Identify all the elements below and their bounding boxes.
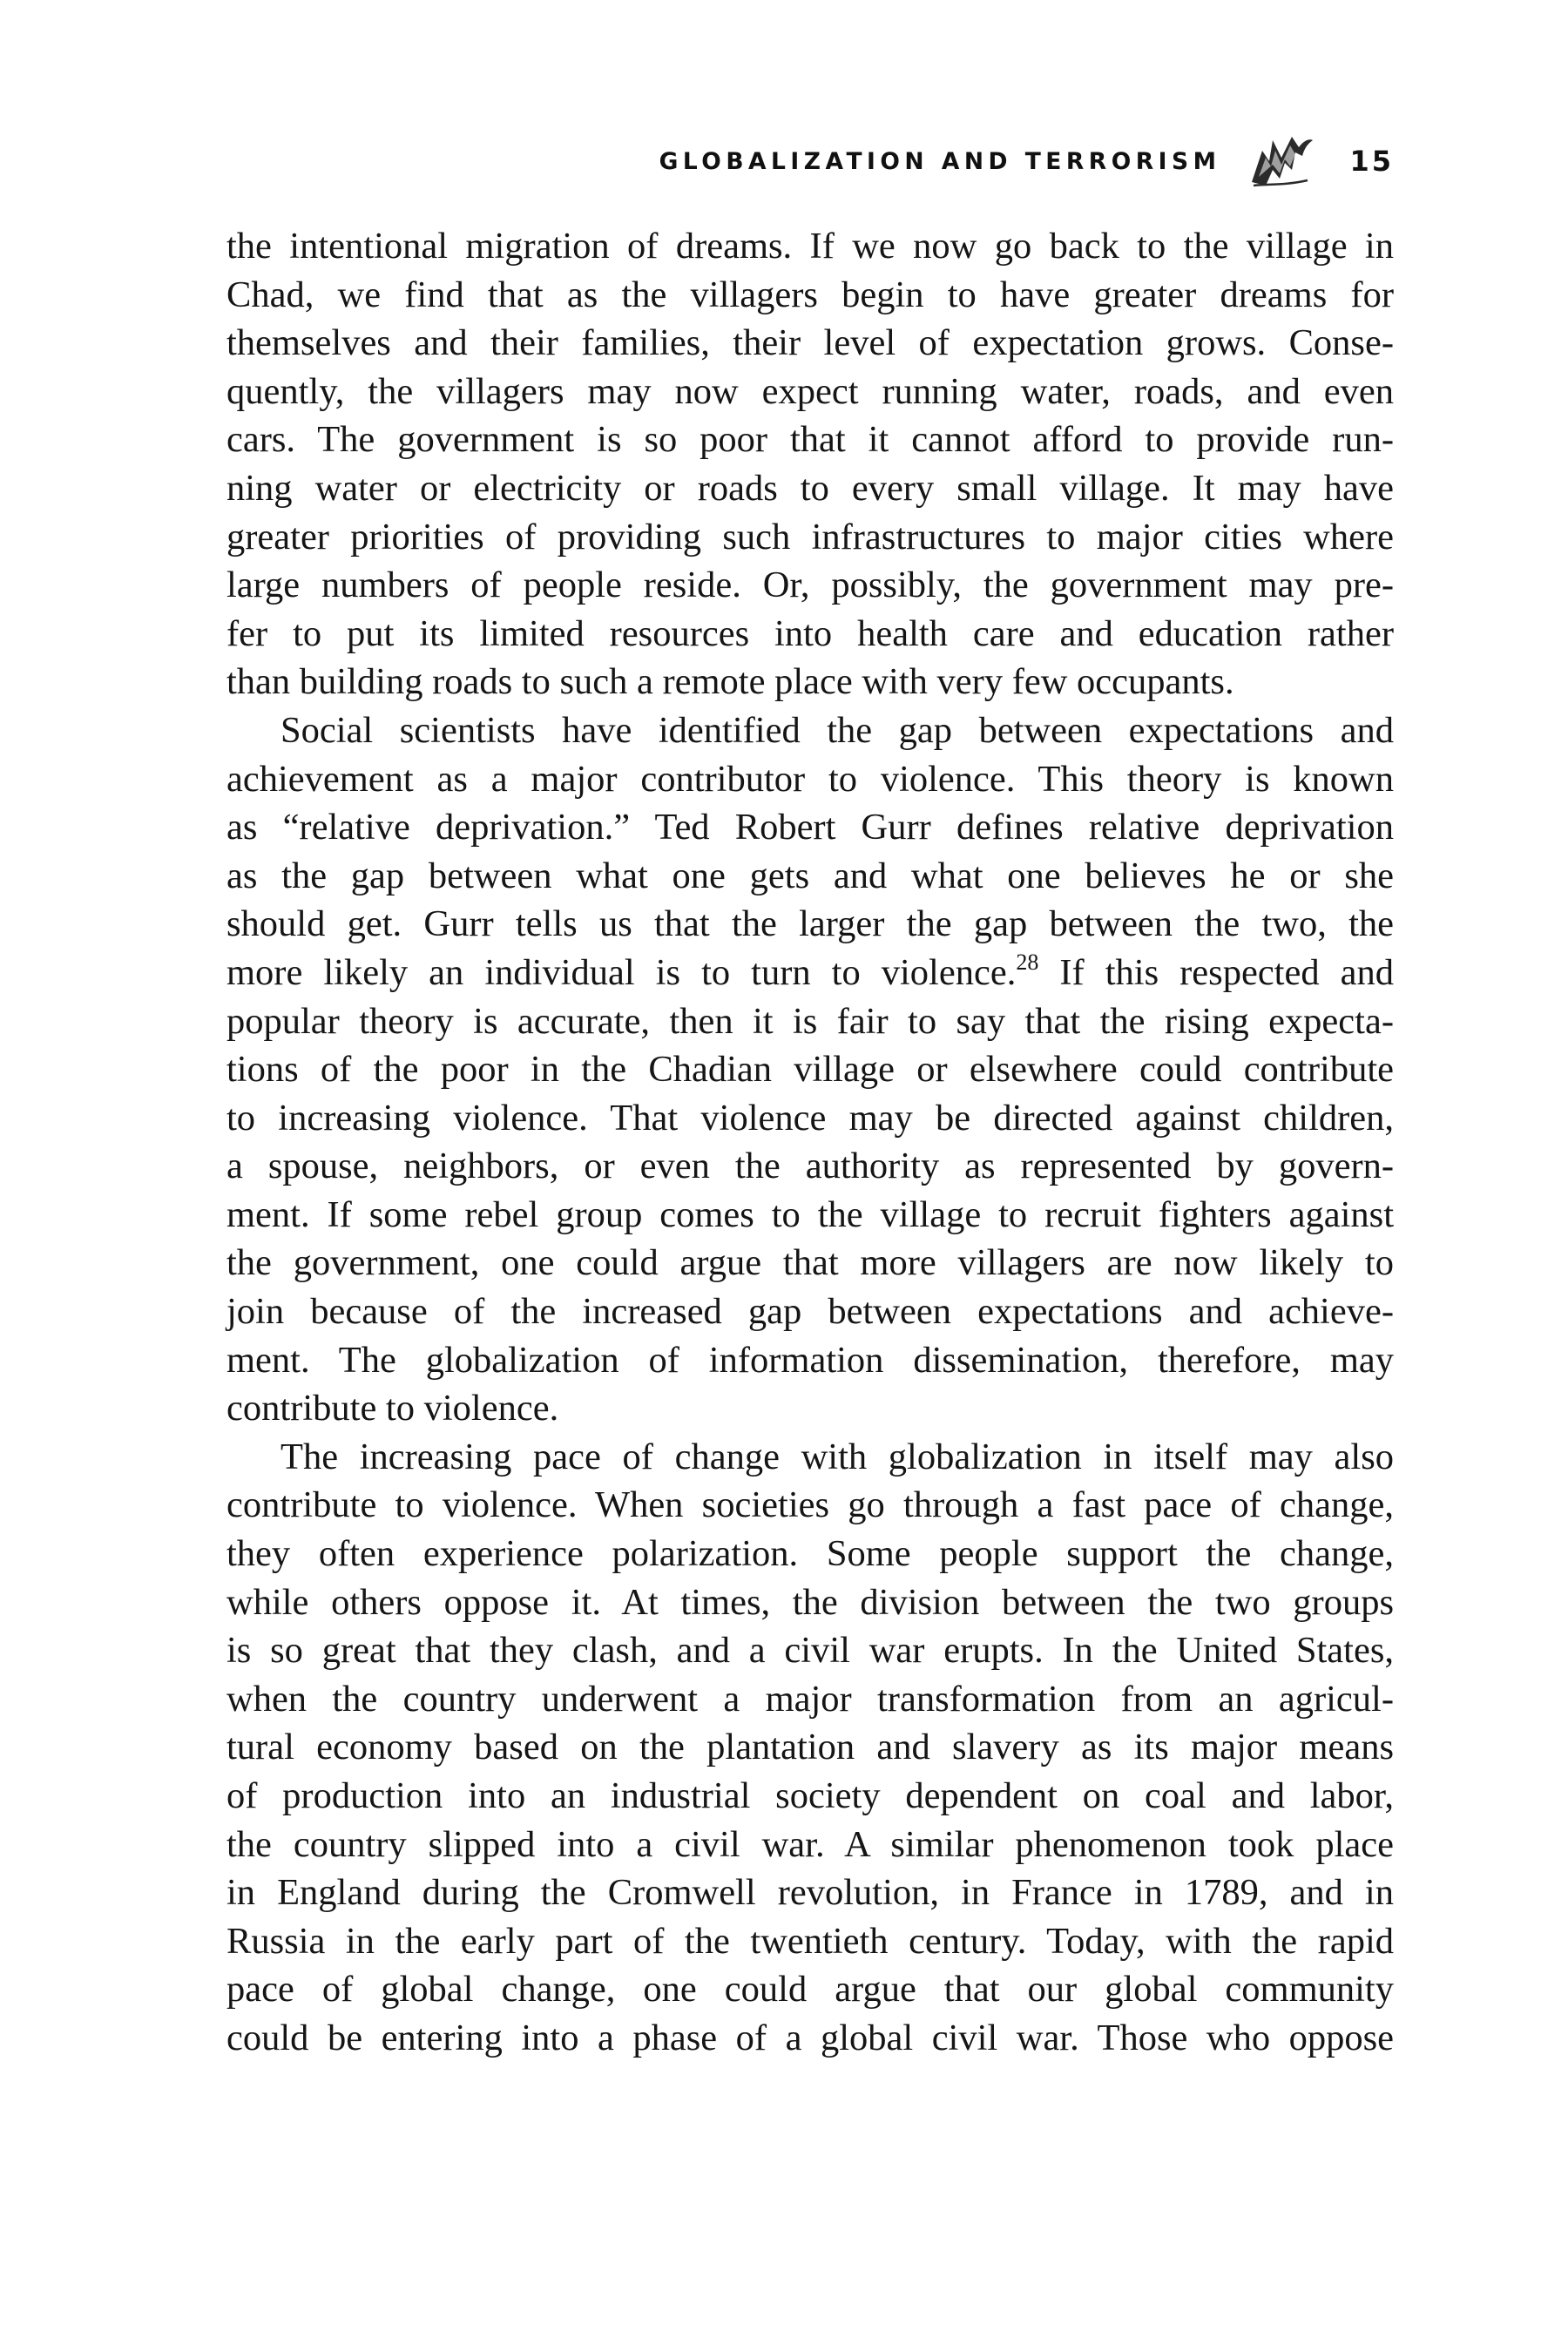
text-line: join because of the increased gap between expectations and achieve- [226,1291,1394,1333]
paragraph-1 [226,222,1394,706]
paragraph-2 [226,706,1394,1433]
text-line: could be entering into a phase of a global civil war. Those who oppose [226,2017,1394,2058]
text-line: fer to put its limited resources into health care and education rather [226,612,1394,654]
text-line: Russia in the early part of the twentieth century. Today, with the rapid [226,1920,1394,1962]
text-line: is so great that they clash, and a civil war erupts. In the United States, [226,1630,1394,1672]
text-line: large numbers of people reside. Or, possibly, the government may pre- [226,564,1394,606]
text-line: to increasing violence. That violence may be directed against children, [226,1097,1394,1139]
text-line: in England during the Cromwell revolution, in France in 1789, and in [226,1872,1394,1914]
text-line: the intentional migration of dreams. If we now go back to the village in [226,226,1394,267]
text-line: achievement as a major contributor to violence. This theory is known [226,758,1394,800]
text-line: should get. Gurr tells us that the larger the gap between the two, the [226,903,1394,945]
text-line: they often experience polarization. Some people support the change, [226,1533,1394,1575]
text-line: the country slipped into a civil war. A similar phenomenon took place [226,1823,1394,1865]
line-text: more likely an individual is to turn to violence. [226,951,1017,993]
text-line: when the country underwent a major transformation from an agricul- [226,1678,1394,1720]
line-text: If this respected and [1038,951,1395,993]
text-line: a spouse, neighbors, or even the authority as represented by govern- [226,1146,1394,1187]
text-line: of production into an industrial society dependent on coal and labor, [226,1775,1394,1816]
text-line: ning water or electricity or roads to every small village. It may have [226,467,1394,509]
text-line: contribute to violence. [226,1388,559,1429]
text-line: as “relative deprivation.” Ted Robert Gurr defines relative deprivation [226,807,1394,848]
text-line: as the gap between what one gets and what one believes he or she [226,855,1394,896]
text-line: The increasing pace of change with globalization in itself may also [280,1436,1394,1477]
text-line: tural economy based on the plantation and slavery as its major means [226,1727,1394,1768]
text-line: quently, the villagers may now expect running water, roads, and even [226,370,1394,412]
bird-ornament-icon [1247,132,1315,191]
text-line: Social scientists have identified the gap between expectations and [280,709,1394,751]
running-head [226,131,1394,192]
text-line: Chad, we find that as the villagers begin to have greater dreams for [226,274,1394,315]
footnote-reference[interactable]: 28 [1016,949,1039,975]
text-line: than building roads to such a remote place with very few occupants. [226,661,1234,703]
text-line: cars. The government is so poor that it cannot afford to provide run- [226,419,1394,461]
text-line: greater priorities of providing such infrastructures to major cities where [226,516,1394,558]
paragraph-3 [226,1433,1394,2063]
text-line: ment. If some rebel group comes to the village to recruit fighters against [226,1193,1394,1235]
text-line-with-footnote [226,949,1394,997]
page-number: 15 [1349,145,1394,178]
text-line: ment. The globalization of information dissemination, therefore, may [226,1339,1394,1381]
text-line: popular theory is accurate, then it is fair to say that the rising expecta- [226,1000,1394,1042]
text-line: pace of global change, one could argue that our global community [226,1969,1394,2011]
body-text [226,222,1394,2063]
text-line: themselves and their families, their level of expectation grows. Conse- [226,322,1394,364]
text-line: contribute to violence. When societies go through a fast pace of change, [226,1484,1394,1526]
text-line: while others oppose it. At times, the division between the two groups [226,1581,1394,1623]
running-title: GLOBALIZATION AND TERRORISM [659,147,1221,175]
text-line: tions of the poor in the Chadian village or elsewhere could contribute [226,1049,1394,1091]
text-line: the government, one could argue that more villagers are now likely to [226,1242,1394,1284]
